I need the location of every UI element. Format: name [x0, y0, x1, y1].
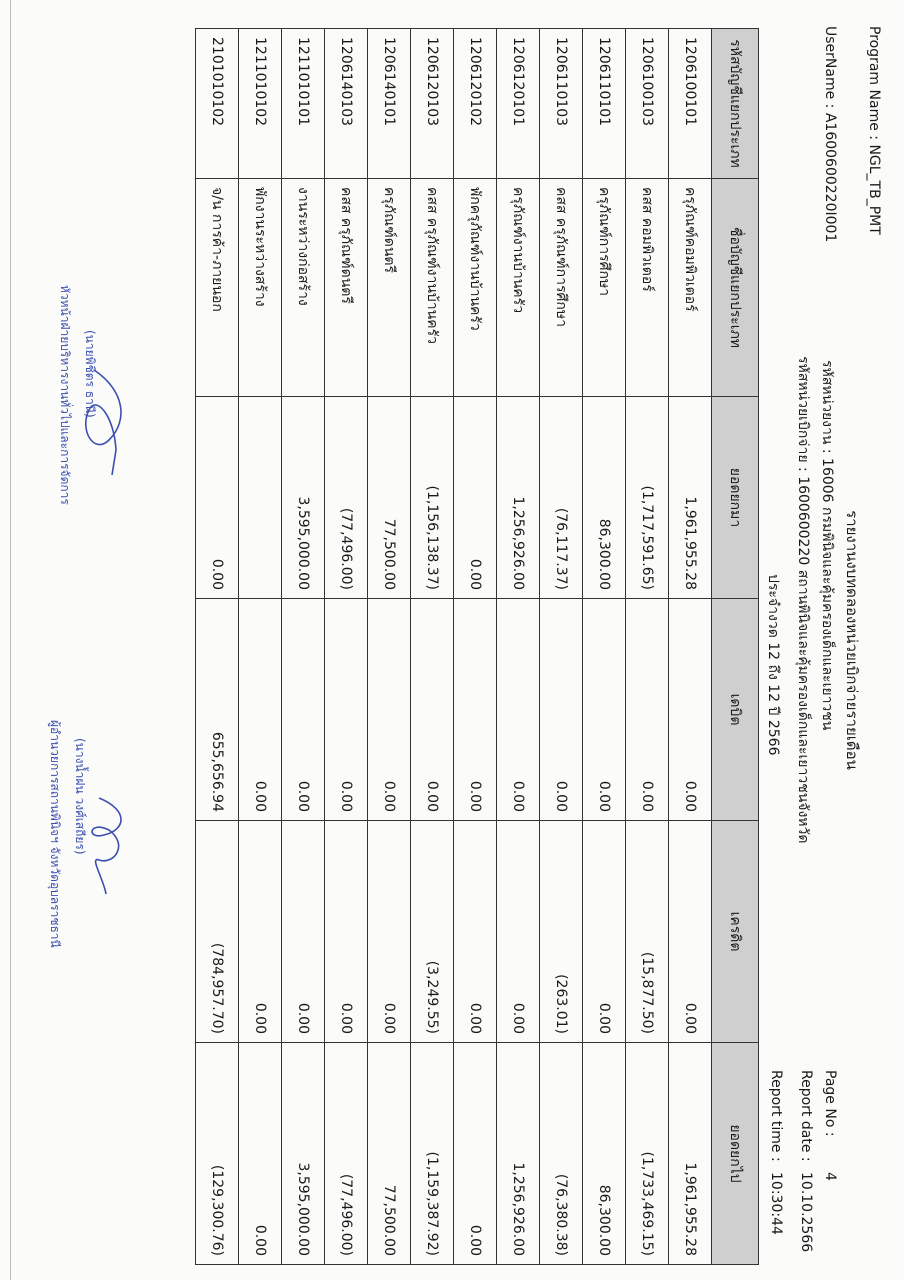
opening-balance-cell: (1,717,591.65) [626, 397, 669, 599]
credit-cell: 0.00 [282, 821, 325, 1043]
debit-cell: 0.00 [583, 599, 626, 821]
account-code-cell: 2101010102 [196, 29, 239, 179]
account-code-cell: 1211010101 [282, 29, 325, 179]
credit-cell: (263.01) [540, 821, 583, 1043]
closing-balance-cell: 1,256,926.00 [497, 1043, 540, 1265]
credit-cell: 0.00 [368, 821, 411, 1043]
table-row [411, 29, 454, 1265]
credit-cell: 0.00 [497, 821, 540, 1043]
unit-line: รหัสหน่วยเบิกจ่าย : 1600600220 สถานพินิจและคุ้มครองเด็กและเยาวชนจังหวัด [795, 356, 811, 844]
closing-balance-cell: (1,159,387.92) [411, 1043, 454, 1265]
account-name-cell: ครุภัณฑ์งานบ้านครัว [497, 179, 540, 397]
account-code-cell: 1206100103 [626, 29, 669, 179]
opening-balance-cell: (1,156,138.37) [411, 397, 454, 599]
debit-cell: 0.00 [540, 599, 583, 821]
account-code-cell: 1206120103 [411, 29, 454, 179]
debit-cell: 0.00 [411, 599, 454, 821]
opening-balance-cell: 1,256,926.00 [497, 397, 540, 599]
col-header-debit: เดบิต [712, 599, 759, 821]
col-header-account-code: รหัสบัญชีแยกประเภท [712, 29, 759, 179]
opening-balance-cell: 3,595,000.00 [282, 397, 325, 599]
account-code-cell: 1206110101 [583, 29, 626, 179]
debit-cell: 0.00 [669, 599, 712, 821]
account-code-cell: 1206140101 [368, 29, 411, 179]
account-name-cell: คสส ครุภัณฑ์งานบ้านครัว [411, 179, 454, 397]
closing-balance-cell: (76,380.38) [540, 1043, 583, 1265]
opening-balance-cell: 86,300.00 [583, 397, 626, 599]
report-time-value: 10:30:44 [768, 1172, 784, 1235]
debit-cell: 0.00 [239, 599, 282, 821]
right-signer-name: (นางน้ำฝน วงศ์เสถียร) [73, 738, 87, 855]
account-name-cell: พักงานระหว่างสร้าง [239, 179, 282, 397]
opening-balance-cell: 0.00 [454, 397, 497, 599]
account-code-cell: 1206100101 [669, 29, 712, 179]
debit-cell: 0.00 [325, 599, 368, 821]
account-code-cell: 1206140103 [325, 29, 368, 179]
debit-cell: 0.00 [497, 599, 540, 821]
account-name-cell: คสส คอมพิวเตอร์ [626, 179, 669, 397]
account-name-cell: ครุภัณฑ์การศึกษา [583, 179, 626, 397]
table-row [368, 29, 411, 1265]
account-name-cell: คสส ครุภัณฑ์การศึกษา [540, 179, 583, 397]
report-date-label: Report date : [798, 1070, 814, 1162]
left-signer-name: (นายพิชิตร ธานี) [83, 330, 97, 418]
report-title: รายงานงบทดลองหน่วยเบิกจ่ายรายเดือน [843, 510, 861, 770]
agency-line: รหัสหน่วยงาน : 16006 กรมพินิจและคุ้มครองเด็กและเยาวชน [819, 360, 835, 731]
ledger-table [195, 28, 759, 1265]
program-name: Program Name : NGL_TB_PMT [866, 26, 882, 235]
credit-cell: (15,877.50) [626, 821, 669, 1043]
opening-balance-cell: 1,961,955.28 [669, 397, 712, 599]
credit-cell: (3,249.55) [411, 821, 454, 1043]
report-time-label: Report time : [768, 1070, 784, 1162]
opening-balance-cell: 77,500.00 [368, 397, 411, 599]
table-row [454, 29, 497, 1265]
closing-balance-cell: 1,961,955.28 [669, 1043, 712, 1265]
table-row [626, 29, 669, 1265]
opening-balance-cell [239, 397, 282, 599]
closing-balance-cell: 77,500.00 [368, 1043, 411, 1265]
page-no-label: Page No : [822, 1070, 838, 1137]
debit-cell: 655,656.94 [196, 599, 239, 821]
account-code-cell: 1211010102 [239, 29, 282, 179]
account-name-cell: จ/น การค้า-ภายนอก [196, 179, 239, 397]
col-header-closing: ยอดยกไป [712, 1043, 759, 1265]
closing-balance-cell: 3,595,000.00 [282, 1043, 325, 1265]
report-date-value: 10.10.2566 [798, 1172, 814, 1253]
account-code-cell: 1206120101 [497, 29, 540, 179]
table-row [583, 29, 626, 1265]
table-row [669, 29, 712, 1265]
period-line: ประจำงวด 12 ถึง 12 ปี 2566 [765, 574, 781, 756]
opening-balance-cell: (77,496.00) [325, 397, 368, 599]
closing-balance-cell: 0.00 [239, 1043, 282, 1265]
user-name: UserName : A1600600220I001 [822, 26, 838, 243]
table-row [282, 29, 325, 1265]
table-row [196, 29, 239, 1265]
account-code-cell: 1206110103 [540, 29, 583, 179]
table-row [497, 29, 540, 1265]
account-name-cell: ครุภัณฑ์ดนตรี [368, 179, 411, 397]
closing-balance-cell: 86,300.00 [583, 1043, 626, 1265]
table-row [325, 29, 368, 1265]
table-row [540, 29, 583, 1265]
closing-balance-cell: (1,733,469.15) [626, 1043, 669, 1265]
right-signer-title: ผู้อำนวยการสถานพินิจฯ จังหวัดอุบลราชธานี [48, 720, 62, 948]
credit-cell: 0.00 [454, 821, 497, 1043]
credit-cell: 0.00 [239, 821, 282, 1043]
left-signer-title: หัวหน้าฝ่ายบริหารงานทั่วไปและการจัดการ [58, 285, 72, 505]
col-header-opening: ยอดยกมา [712, 397, 759, 599]
debit-cell: 0.00 [368, 599, 411, 821]
closing-balance-cell: (129,300.76) [196, 1043, 239, 1265]
account-name-cell: ครุภัณฑ์คอมพิวเตอร์ [669, 179, 712, 397]
table-header-row [712, 29, 759, 1265]
account-name-cell: งานระหว่างก่อสร้าง [282, 179, 325, 397]
credit-cell: 0.00 [669, 821, 712, 1043]
account-name-cell: คสส ครุภัณฑ์ดนตรี [325, 179, 368, 397]
opening-balance-cell: 0.00 [196, 397, 239, 599]
scan-edge-line [10, 0, 11, 1280]
account-code-cell: 1206120102 [454, 29, 497, 179]
credit-cell: 0.00 [325, 821, 368, 1043]
col-header-account-name: ชื่อบัญชีแยกประเภท [712, 179, 759, 397]
closing-balance-cell: 0.00 [454, 1043, 497, 1265]
debit-cell: 0.00 [282, 599, 325, 821]
credit-cell: 0.00 [583, 821, 626, 1043]
table-row [239, 29, 282, 1265]
page-no-value: 4 [822, 1172, 838, 1181]
debit-cell: 0.00 [454, 599, 497, 821]
opening-balance-cell: (76,117.37) [540, 397, 583, 599]
credit-cell: (784,957.70) [196, 821, 239, 1043]
closing-balance-cell: (77,496.00) [325, 1043, 368, 1265]
col-header-credit: เครดิต [712, 821, 759, 1043]
account-name-cell: พักครุภัณฑ์งานบ้านครัว [454, 179, 497, 397]
debit-cell: 0.00 [626, 599, 669, 821]
